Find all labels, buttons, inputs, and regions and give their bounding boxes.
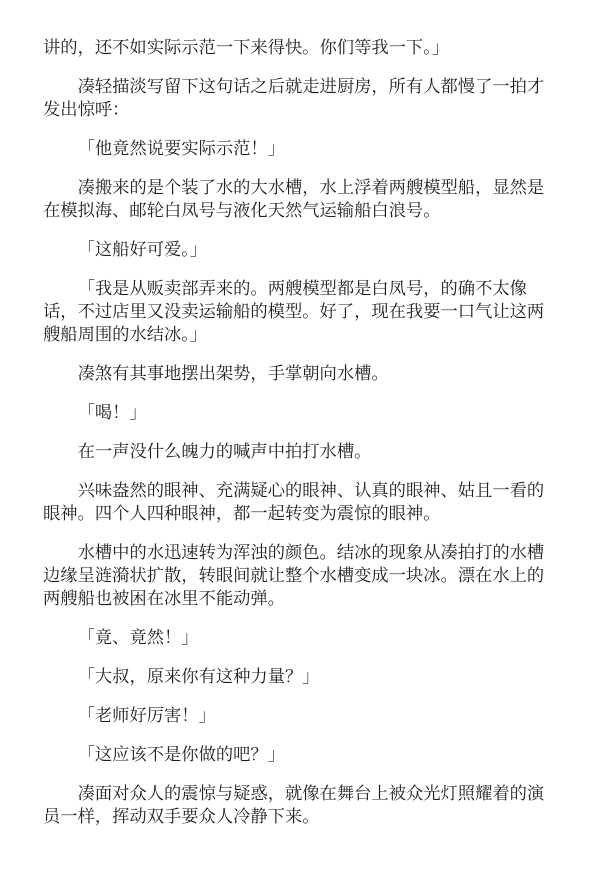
paragraph-narration: 凑轻描淡写留下这句话之后就走进厨房，所有人都慢了一拍才发出惊呼： <box>43 77 545 119</box>
paragraph-narration: 凑煞有其事地摆出架势，手掌朝向水槽。 <box>77 364 389 383</box>
paragraph-narration: 兴味盎然的眼神、充满疑心的眼神、认真的眼神、姑且一看的眼神。四个人四种眼神，都一起转变为震惊的眼神。 <box>43 481 545 523</box>
paragraph-narration: 凑搬来的是个装了水的大水槽，水上浮着两艘模型船，显然是在模拟海、邮轮白凤号与液化天然气运输船白浪号。 <box>43 178 545 220</box>
paragraph-narration: 在一声没什么魄力的喊声中拍打水槽。 <box>77 442 372 461</box>
paragraph-narration: 水槽中的水迅速转为浑浊的颜色。结冰的现象从凑拍打的水槽边缘呈涟漪状扩散，转眼间就让整个水槽变成一块冰。漂在水上的两艘船也被困在冰里不能动弹。 <box>43 543 545 608</box>
paragraph-dialogue: 「喝！」 <box>77 403 147 422</box>
paragraph-dialogue: 「大叔，原来你有这种力量？」 <box>77 667 320 686</box>
paragraph-dialogue: 「这应该不是你做的吧？」 <box>77 745 285 764</box>
paragraph-dialogue: 「他竟然说要实际示范！」 <box>77 139 285 158</box>
paragraph-continuation: 讲的，还不如实际示范一下来得快。你们等我一下。」 <box>43 38 450 57</box>
paragraph-dialogue: 「我是从贩卖部弄来的。两艘模型都是白凤号，的确不太像话，不过店里又没卖运输船的模型。好了，现在我要一口气让这两艘船周围的水结冰。」 <box>43 279 545 344</box>
paragraph-dialogue: 「老师好厉害！」 <box>77 706 216 725</box>
paragraph-dialogue: 「竟、竟然！」 <box>77 628 199 647</box>
paragraph-dialogue: 「这船好可爱。」 <box>77 240 208 259</box>
paragraph-narration: 凑面对众人的震惊与疑惑，就像在舞台上被众光灯照耀着的演员一样，挥动双手要众人冷静下来。 <box>43 784 545 826</box>
